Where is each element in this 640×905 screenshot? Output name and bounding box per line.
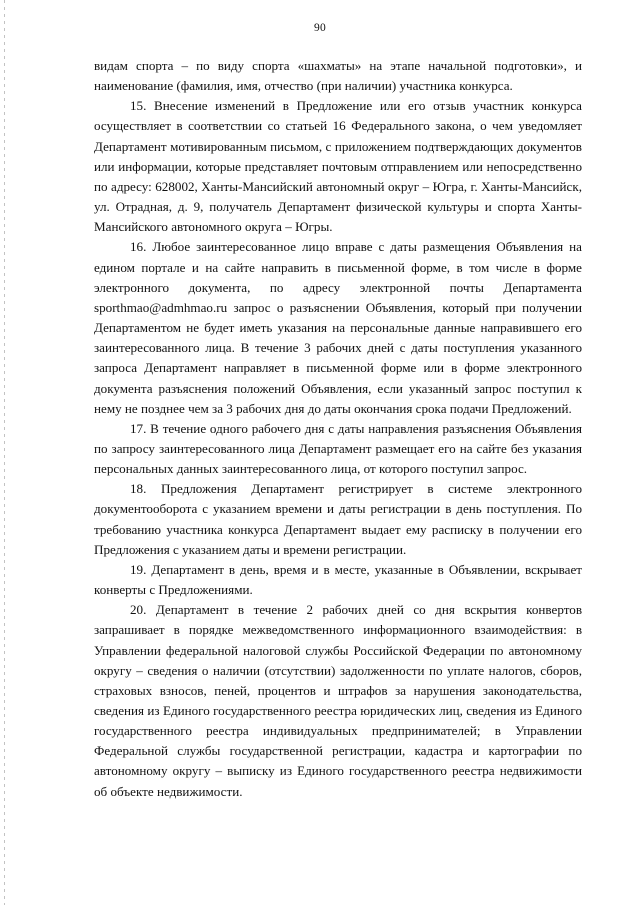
paragraph-19: 19. Департамент в день, время и в месте, указанные в Объявлении, вскрывает конверты с Предложениями.	[94, 561, 582, 598]
paragraph-continuation: видам спорта – по виду спорта «шахматы» на этапе начальной подготовки», и наименование (фамилия, имя, отчество (при наличии) участника конкурса.	[94, 58, 582, 94]
paragraph-17: 17. В течение одного рабочего дня с даты направления разъяснения Объявления по запросу заинтересованного лица Департамент размещает его на сайте без указания персональных данных заинтересованного лица, от которого поступил запрос.	[94, 420, 582, 477]
paragraph-18: 18. Предложения Департамент регистрирует в системе электронного документооборота с указанием времени и даты регистрации в день поступления. По требованию участника конкурса Департамент выдает ему расписку в получении его Предложения с указанием даты и времени регистрации.	[94, 481, 582, 557]
paragraph-20: 20. Департамент в течение 2 рабочих дней со дня вскрытия конвертов запрашивает в порядке межведомственного информационного взаимодействия: в Управлении федеральной налоговой службы Российской Федерации по автономному округу – сведения о наличии (отсутствии) задолженности по уплате налогов, сборов, страховых взносов, пеней, процентов и штрафов за нарушения законодательства, сведения из Единого государственного реестра юридических лиц, сведения из Единого государственного реестра индивидуальных предпринимателей; в Управлении Федеральной службы государственной регистрации, кадастра и картографии по автономному округу – выписку из Единого государственного реестра недвижимости об объекте недвижимости.	[94, 602, 582, 799]
document-body	[94, 56, 582, 802]
scan-edge	[4, 0, 5, 905]
paragraph-15: 15. Внесение изменений в Предложение или его отзыв участник конкурса осуществляет в соответствии со статьей 16 Федерального закона, о чем уведомляет Департамент мотивированным письмом, с приложением подтверждающих документов или информации, которые представляет почтовым отправлением или непосредственно по адресу: 628002, Ханты-Мансийский автономный округ – Югра, г. Ханты-Мансийск, ул. Отрадная, д. 9, получатель Департамент физической культуры и спорта Ханты-Мансийского автономного округа – Югры.	[94, 98, 582, 235]
page-number: 90	[314, 22, 326, 34]
paragraph-16: 16. Любое заинтересованное лицо вправе с даты размещения Объявления на едином портале и на сайте направить в письменной форме, в том числе в форме электронного документа, по адресу электронной почты Департамента sporthmao@admhmao.ru запрос о разъяснении Объявления, который при получении Департаментом не будет иметь указания на персональные данные направившего его заинтересованного лица. В течение 3 рабочих дней с даты поступления указанного запроса Департамент направляет в письменной форме или в форме электронного документа разъяснения положений Объявления, если указанный запрос поступил к нему не позднее чем за 3 рабочих дня до даты окончания срока подачи Предложений.	[94, 239, 582, 416]
